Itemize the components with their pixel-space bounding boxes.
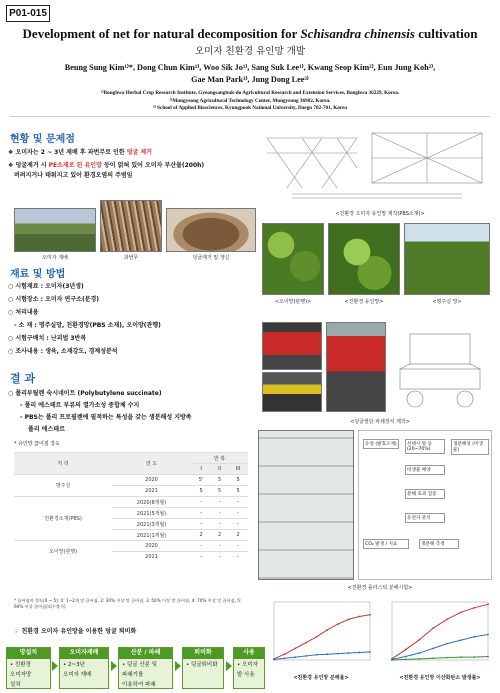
photo-caption-silk-net: <명주실 망> — [432, 299, 462, 305]
photo-silk-net — [404, 223, 490, 295]
photo-vine-removal — [166, 208, 256, 252]
series-line — [392, 604, 488, 659]
data-point — [405, 649, 407, 651]
series-line — [392, 634, 488, 659]
data-point — [294, 656, 296, 658]
flow-title: ☞ 친환경 오미자 유인망을 이용한 덩굴 퇴비화 — [14, 628, 137, 635]
table-row: 2021(1개월) 2 2 2 — [14, 530, 248, 541]
photo-caption-cultivation: 오미자 재배 — [42, 255, 68, 261]
data-point — [316, 654, 318, 656]
data-point — [369, 651, 371, 653]
photo-eco-net — [328, 223, 400, 295]
chart-decomposition-rate — [266, 598, 376, 670]
table-row: 2021 - - - — [14, 552, 248, 563]
data-point — [473, 636, 475, 638]
series-line — [274, 652, 370, 660]
table-row: 명주실 2020 5' 5 5 — [14, 475, 248, 486]
affiliations: ¹⁾Bonghwa Herbal Crop Research Institute, Gyeongsangbuk-do Agricultural Research and Extension Services, Bonghwa 36229, Korea. ²⁾Mungyeong Agricultural Technology Center, Mungyeong 36982, Korea. ³⁾ School of Applied Biosciences, Kyungpook National University, Daegu 702-701, Korea — [100, 90, 400, 112]
data-point — [419, 639, 421, 641]
data-point — [391, 659, 393, 661]
data-point — [305, 642, 307, 644]
chart1-caption: <친환경 유인망 분해율> — [293, 675, 349, 681]
shredder-blueprint — [390, 324, 490, 414]
fig-decomposition-caption: <친환경 플라스틱 분해시험> — [347, 585, 413, 591]
photo-shredder-red — [262, 322, 322, 370]
data-point — [419, 658, 421, 660]
table-row: 오이망(관행) 2020 - - - — [14, 541, 248, 552]
data-point — [460, 656, 462, 658]
data-point — [369, 614, 371, 616]
photo-cultivation — [14, 208, 96, 252]
flow-arrow-icon — [52, 661, 58, 671]
data-point — [316, 636, 318, 638]
data-point — [432, 657, 434, 659]
table-row: 2021(5개월) - - - — [14, 508, 248, 519]
data-point — [348, 619, 350, 621]
flow-arrow-icon — [226, 661, 232, 671]
data-point — [487, 603, 489, 605]
data-point — [419, 652, 421, 654]
decomposition-flowchart: 유청 (발효소재) 선택시 망 등 (20~70%) 생분해성 (미생물) 미생물 배양 분해 효과 검증 유전자 분석 CO₂ 발생 / 지표 생분해 측정 — [358, 430, 492, 580]
flow-step-cultivation: 오미자재배 • 2~3년 오미자 재배 — [59, 647, 109, 689]
data-point — [348, 652, 350, 654]
data-point — [284, 653, 286, 655]
table-note: * 끊어짐의 정도(0 ~ 5): 0: 1~2개 망 끊어짐, 2: 30% 이상 망 끊어짐, 3: 50% 이상 망 끊어짐, 4: 70% 이상 망 끊어짐, 5: 90% 이상 끊어짐(회수불가) — [14, 598, 242, 609]
chart2-caption: <친환경 유인망 이산화탄소 발생률> — [399, 675, 481, 681]
poster-id-badge: P01-015 — [6, 5, 50, 22]
table-row: 2021(3개월) - - - — [14, 519, 248, 530]
table-header-treatment: 처 리 — [14, 453, 112, 475]
data-point — [446, 657, 448, 659]
data-point — [305, 655, 307, 657]
data-point — [460, 639, 462, 641]
methods-list: ○ 시험재료 : 오미자(3년생) ○ 시험장소 : 오미자 연구소(문경) ○ 처리내용 - 소 재 : 명주실망, 친환경망(PBS 소재), 오이망(관행) ○ 시험구배치 : 난괴법 3반복 ○ 조사내용 : 생육, 소재강도, 경제성분석 — [8, 283, 161, 355]
photo-caption-overgrowth: 과번무 — [123, 255, 139, 261]
data-point — [460, 612, 462, 614]
table-title: * 유인망 끊어짐 강도 — [14, 441, 60, 447]
table-row: 2021 5 5 5 — [14, 486, 248, 497]
data-point — [432, 648, 434, 650]
photo-caption-eco-net: <친환경 유인망> — [344, 299, 384, 305]
fig-shredder-caption: <덩굴절단 파쇄장치 제작> — [350, 419, 410, 425]
data-point — [326, 629, 328, 631]
table-header-rep: 반 복 — [191, 453, 248, 464]
flow-step-shredding: 산분 / 파쇄 • 덩굴 산분 및 파쇄기를 이용하여 파쇄 — [118, 647, 173, 689]
data-point — [405, 656, 407, 658]
flow-arrow-icon — [111, 661, 117, 671]
chart-frame — [274, 602, 370, 660]
data-point — [337, 653, 339, 655]
strength-table: 처 리 연 도 반 복 I II III 명주실 2020 5' 5 5 2021 5 5 5 친환경소재(PBS) 2020(8개월) - - - 2021(5개월) - - - 2021(3개월) - - - 2021(1개월) 2 2 2 오이망(관행) 2020 - - - 2021 - - - — [14, 452, 248, 563]
fig-net-design-caption: <친환경 오미자 유인망 제작(PBS소재)> — [335, 211, 425, 217]
net-design-drawing — [262, 128, 492, 206]
data-point — [273, 659, 275, 661]
flow-step-install: 망설치 • 친환경 오미자망 설치 — [6, 647, 51, 689]
data-point — [473, 656, 475, 658]
section-results-heading: 결 과 — [10, 372, 36, 385]
table-header-year: 연 도 — [112, 453, 191, 475]
data-point — [487, 634, 489, 636]
photo-overgrowth — [100, 200, 162, 252]
data-point — [446, 619, 448, 621]
poster-subtitle: 오미자 친환경 유인망 개발 — [194, 46, 305, 57]
data-point — [446, 643, 448, 645]
photo-caption-removal: 덩굴제거 및 갱신 — [192, 255, 230, 261]
photo-decomposition-test — [258, 430, 354, 580]
chart-co2-rate — [384, 598, 494, 670]
header-divider — [10, 116, 490, 117]
photo-shredder-yellow — [262, 372, 322, 412]
data-point — [487, 656, 489, 658]
flow-arrow-icon — [175, 661, 181, 671]
data-point — [284, 657, 286, 659]
poster-title: Development of net for natural decomposition for Schisandra chinensis cultivation — [22, 26, 478, 41]
table-row: 친환경소재(PBS) 2020(8개월) - - - — [14, 497, 248, 508]
data-point — [337, 623, 339, 625]
data-point — [358, 616, 360, 618]
flow-step-composting: 퇴비화 • 덩굴퇴비화 — [182, 647, 224, 689]
flow-step-use: 사용 • 오미자 밭 사용 — [233, 647, 265, 689]
data-point — [294, 648, 296, 650]
status-text: ❖ 오미자는 2 ~ 3년 재배 후 과번무로 인한 덩굴 제거 ❖ 덩굴제거 시 PE소재로 된 유인망 등이 얽혀 있어 오미자 부산물(200h) 버려지거나 태워지고 있어 환경오염의 주범임 — [8, 149, 205, 179]
results-text: ○ 폴리부틸렌 숙시네이트 (Polybutylene succinate) - 폴리 에스테르 부류의 열가소성 중합체 수지 - PBS는 폴리 프로필렌에 필적하는 특성을 갖는 생분해성 지방족 폴리 에스테르 — [8, 390, 192, 433]
data-point — [405, 659, 407, 661]
data-point — [432, 627, 434, 629]
data-point — [326, 653, 328, 655]
data-point — [358, 652, 360, 654]
section-status-heading: 현황 및 문제점 — [10, 134, 75, 145]
data-point — [473, 607, 475, 609]
author-list: Beung Sung Kim¹⁾*, Dong Chun Kim¹⁾, Woo Sik Jo¹⁾, Sang Suk Lee¹⁾, Kwang Seop Kim²⁾, Eun Jung Koh²⁾, Gae Man Park³⁾, Jung Dong Lee³⁾ — [64, 63, 436, 84]
section-methods-heading: 재료 및 방법 — [10, 269, 66, 280]
chart-frame — [392, 602, 488, 660]
photo-cucumber-net — [262, 223, 324, 295]
photo-shredder-side — [326, 322, 386, 412]
photo-caption-cucumber-net: <오이망(관행)> — [274, 299, 312, 305]
